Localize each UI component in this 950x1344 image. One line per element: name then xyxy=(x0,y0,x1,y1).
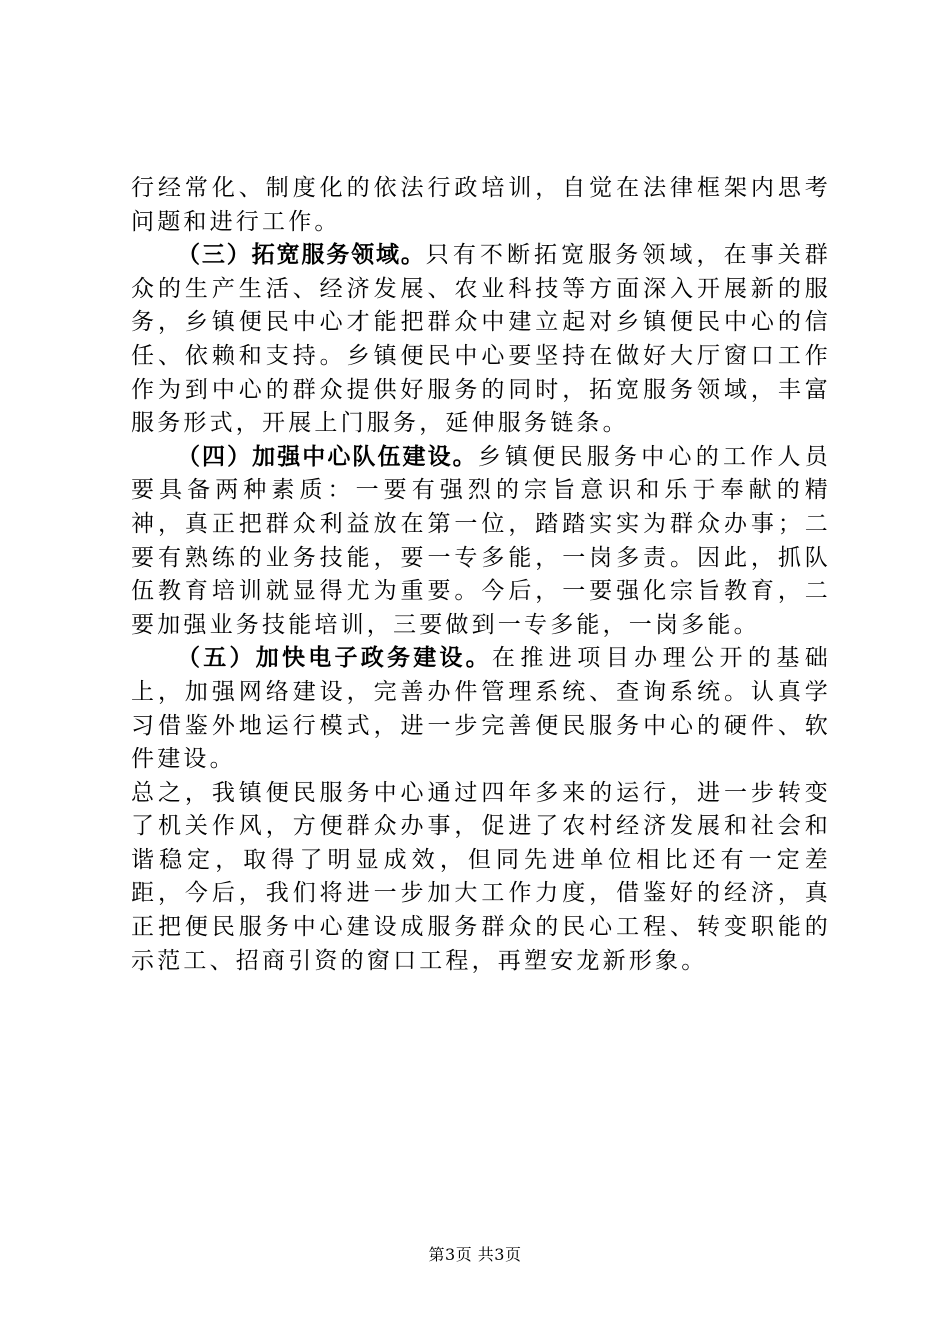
section-heading: （五）加快电子政务建设。 xyxy=(177,645,492,672)
paragraph-section-4 xyxy=(131,441,831,643)
paragraph-text: 总之，我镇便民服务中心通过四年多来的运行，进一步转变了机关作风，方便群众办事，促进了农村经济发展和社会和谐稳定，取得了明显成效，但同先进单位相比还有一定差距，今后，我们将进一步加大工作力度，借鉴好的经济，真正把便民服务中心建设成服务群众的民心工程、转变职能的示范工、招商引资的窗口工程，再塑安龙新形象。 xyxy=(131,779,831,974)
paragraph-continuation xyxy=(131,172,831,239)
section-heading: （三）拓宽服务领域。 xyxy=(177,242,426,269)
paragraph-section-5 xyxy=(131,642,831,776)
paragraph-conclusion xyxy=(131,777,831,979)
paragraph-text: 在推进项目办理公开的基础上，加强网络建设，完善办件管理系统、查询系统。认真学习借鉴外地运行模式，进一步完善便民服务中心的硬件、软件建设。 xyxy=(131,645,831,773)
page-footer xyxy=(0,1242,950,1265)
page-number: 第3页 共3页 xyxy=(428,1245,522,1264)
document-body xyxy=(131,172,831,978)
paragraph-text: 乡镇便民服务中心的工作人员要具备两种素质：一要有强烈的宗旨意识和乐于奉献的精神，真正把群众利益放在第一位，踏踏实实为群众办事；二要有熟练的业务技能，要一专多能，一岗多责。因此，抓队伍教育培训就显得尤为重要。今后，一要强化宗旨教育，二要加强业务技能培训，三要做到一专多能，一岗多能。 xyxy=(131,443,831,638)
paragraph-text: 只有不断拓宽服务领域，在事关群众的生产生活、经济发展、农业科技等方面深入开展新的服务，乡镇便民中心才能把群众中建立起对乡镇便民中心的信任、依赖和支持。乡镇便民中心要坚持在做好大厅窗口工作作为到中心的群众提供好服务的同时，拓宽服务领域，丰富服务形式，开展上门服务，延伸服务链条。 xyxy=(131,242,831,437)
paragraph-section-3 xyxy=(131,239,831,441)
paragraph-text: 行经常化、制度化的依法行政培训，自觉在法律框架内思考问题和进行工作。 xyxy=(131,175,831,235)
section-heading: （四）加强中心队伍建设。 xyxy=(177,443,478,470)
